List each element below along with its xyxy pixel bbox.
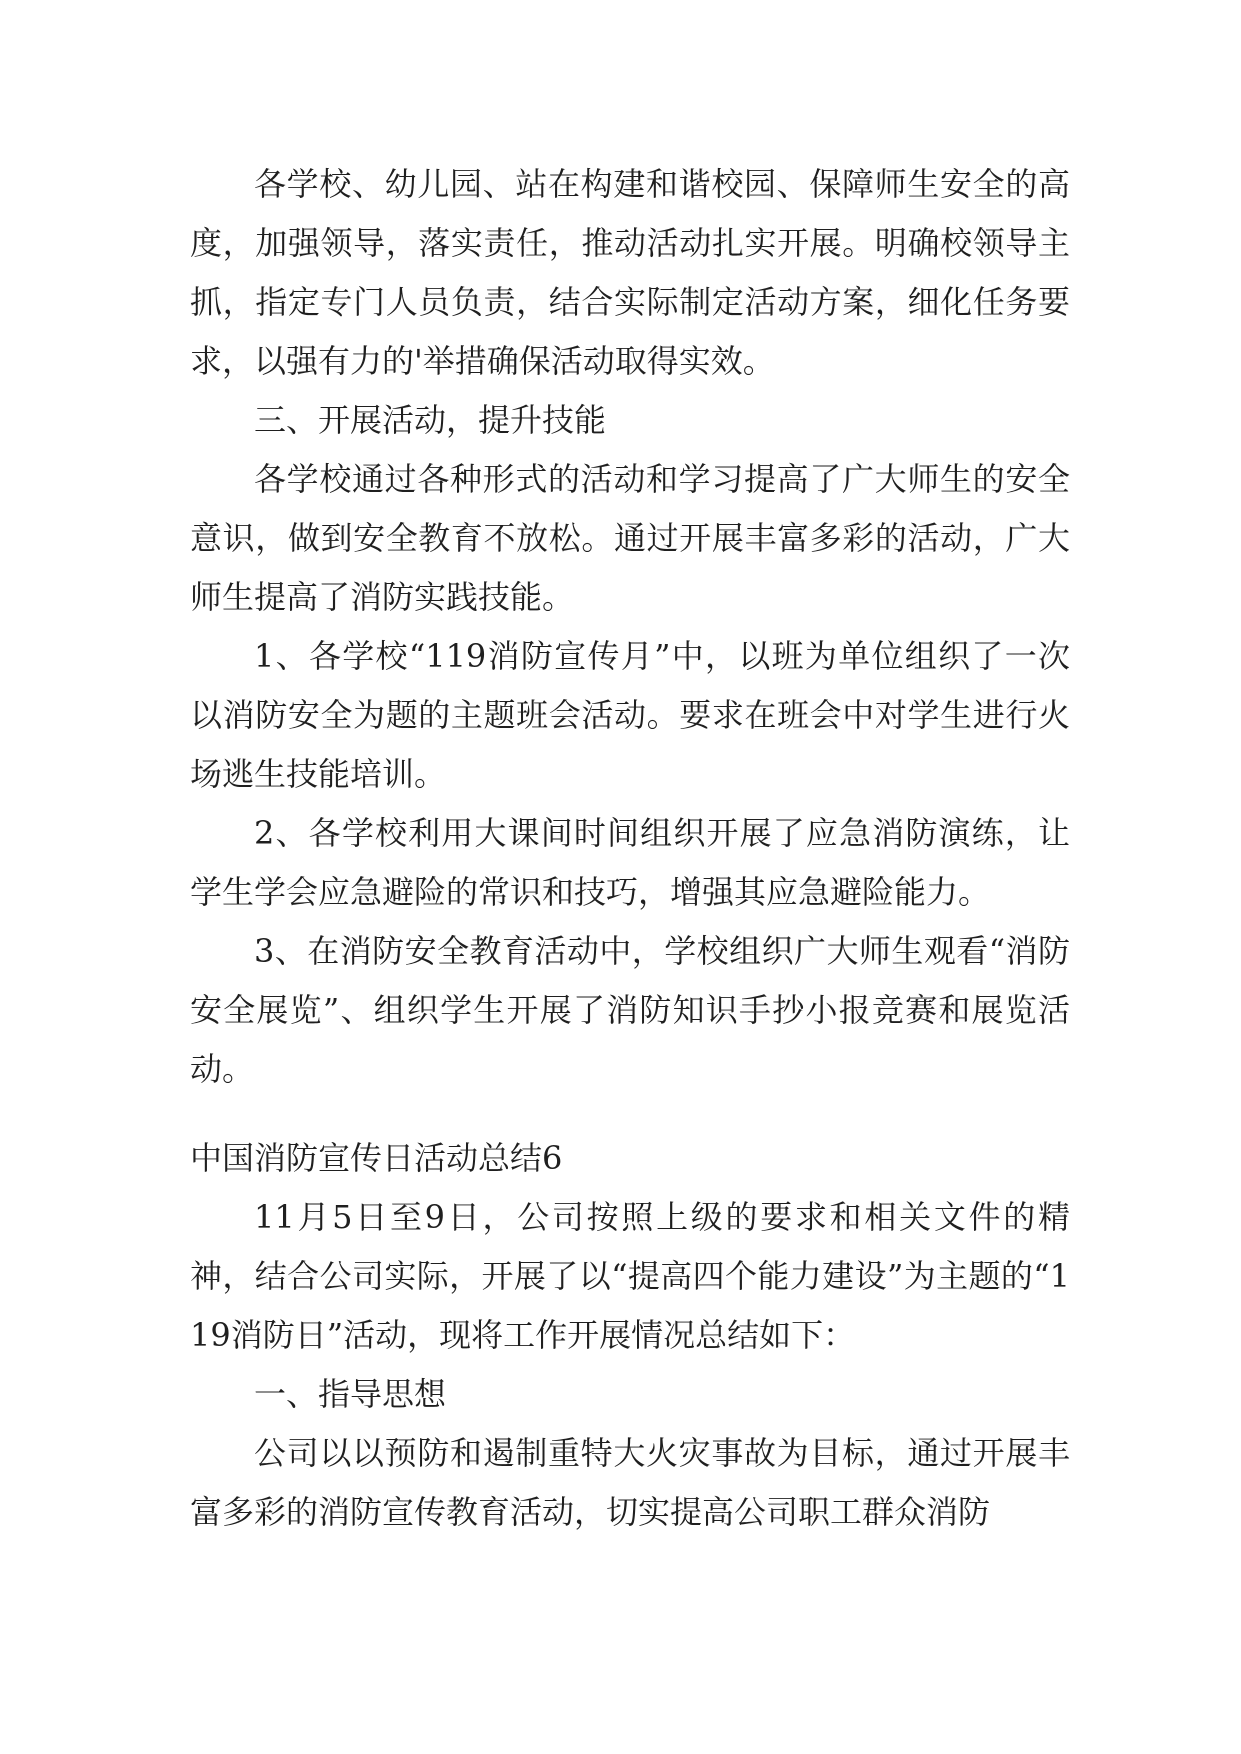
document-body — [190, 155, 1070, 1542]
paragraph-activities-intro: 各学校通过各种形式的活动和学习提高了广大师生的安全意识，做到安全教育不放松。通过开展丰富多彩的活动，广大师生提高了消防实践技能。 — [190, 460, 1070, 616]
paragraph-guiding-ideology: 公司以以预防和遏制重特大火灾事故为目标，通过开展丰富多彩的消防宣传教育活动，切实提高公司职工群众消防 — [190, 1434, 1070, 1531]
paragraph-item-2: 2、各学校利用大课间时间组织开展了应急消防演练，让学生学会应急避险的常识和技巧，增强其应急避险能力。 — [190, 814, 1070, 911]
heading-guiding-ideology: 一、指导思想 — [254, 1375, 447, 1413]
paragraph-leadership: 各学校、幼儿园、站在构建和谐校园、保障师生安全的高度，加强领导，落实责任，推动活动扎实开展。明确校领导主抓，指定专门人员负责，结合实际制定活动方案，细化任务要求，以强有力的'举措确保活动取得实效。 — [190, 165, 1070, 380]
section-title-summary-6: 中国消防宣传日活动总结6 — [190, 1139, 563, 1177]
paragraph-item-1: 1、各学校“119消防宣传月”中，以班为单位组织了一次以消防安全为题的主题班会活动。要求在班会中对学生进行火场逃生技能培训。 — [190, 637, 1070, 793]
heading-section-three: 三、开展活动，提升技能 — [254, 401, 607, 439]
paragraph-item-3: 3、在消防安全教育活动中，学校组织广大师生观看“消防安全展览”、组织学生开展了消防知识手抄小报竞赛和展览活动。 — [190, 932, 1070, 1088]
paragraph-summary-intro: 11月5日至9日，公司按照上级的要求和相关文件的精神，结合公司实际，开展了以“提高四个能力建设”为主题的“119消防日”活动，现将工作开展情况总结如下： — [190, 1198, 1070, 1354]
